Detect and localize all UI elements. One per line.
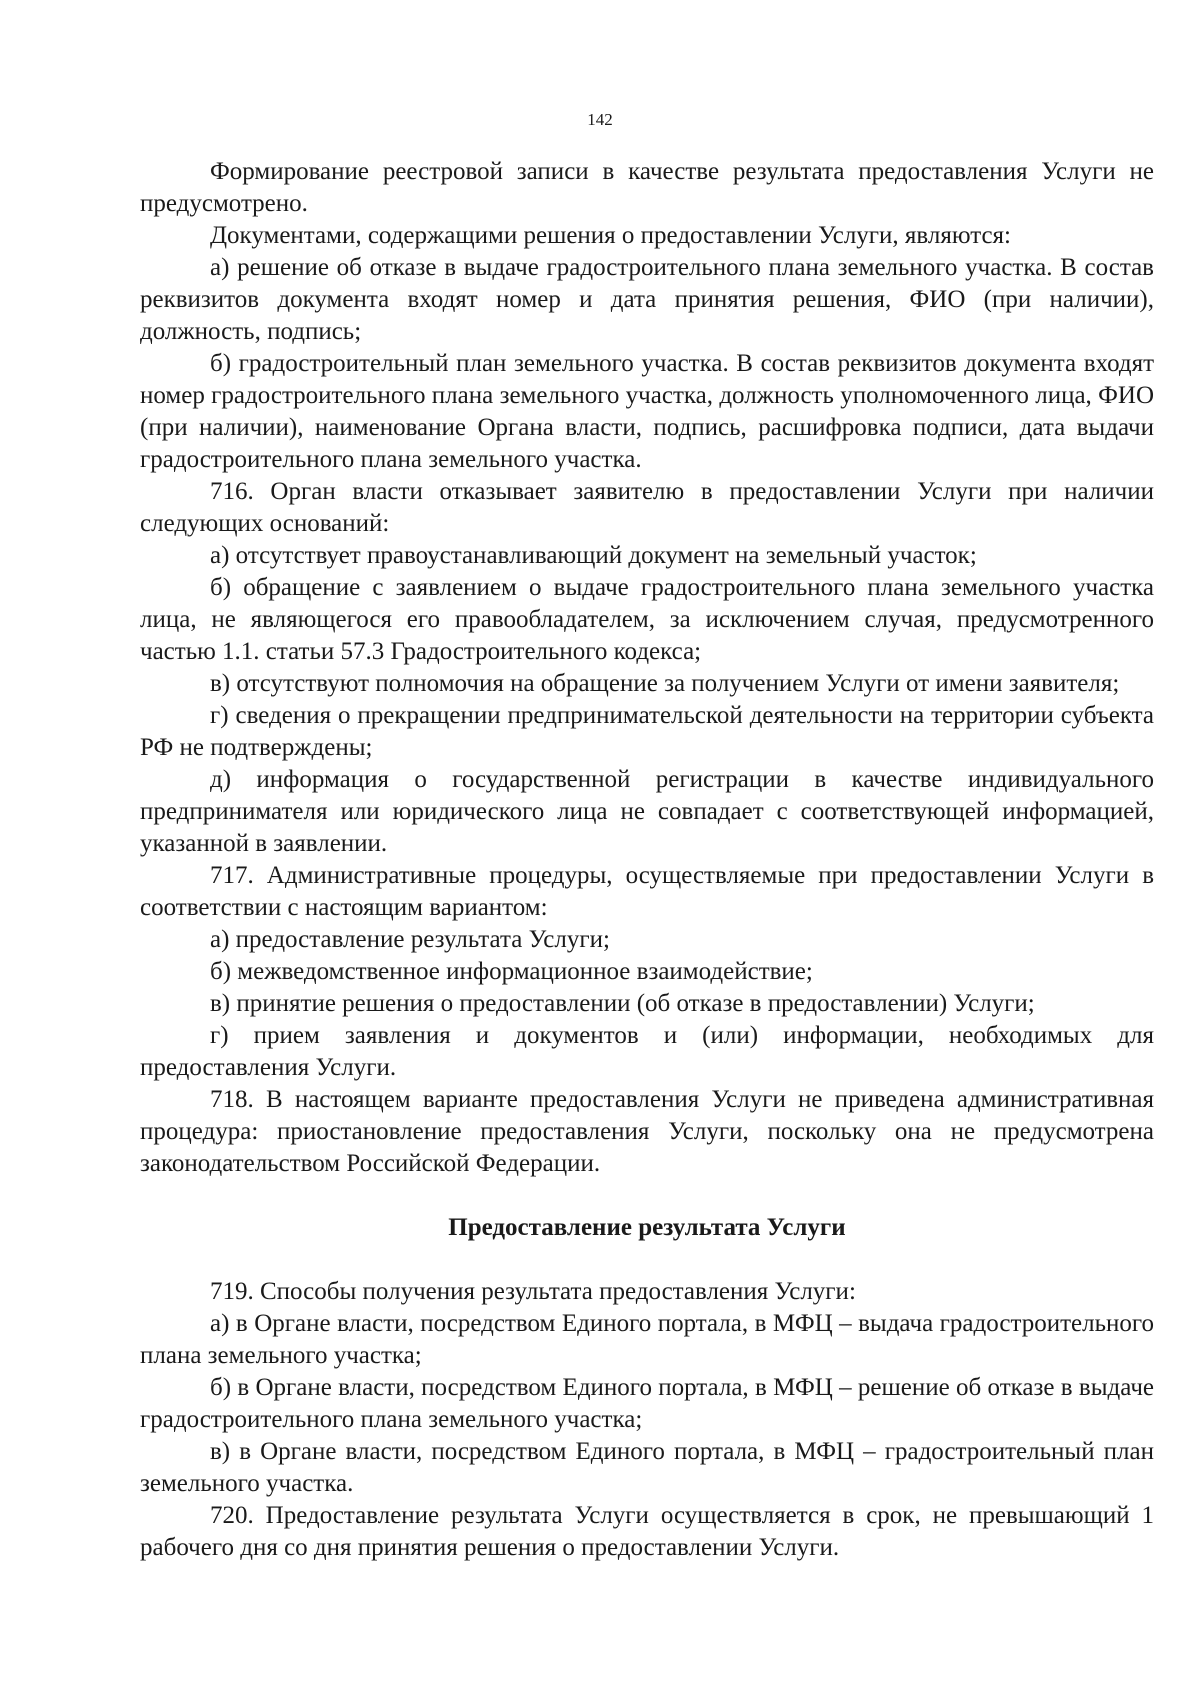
paragraph: д) информация о государственной регистрации в качестве индивидуального предпринимателя или юридического лица не совпадает с соответствующей информацией, указанной в заявлении.	[140, 766, 1154, 857]
paragraph: б) в Органе власти, посредством Единого портала, в МФЦ – решение об отказе в выдаче градостроительного плана земельного участка;	[140, 1374, 1154, 1433]
document-body	[140, 156, 1154, 1564]
paragraph: а) отсутствует правоустанавливающий документ на земельный участок;	[210, 542, 977, 569]
paragraph: Формирование реестровой записи в качестве результата предоставления Услуги не предусмотрено.	[140, 158, 1154, 217]
paragraph: б) обращение с заявлением о выдаче градостроительного плана земельного участка лица, не являющегося его правообладателем, за исключением случая, предусмотренного частью 1.1. статьи 57.3 Градостроительного кодекса;	[140, 574, 1154, 665]
paragraph: г) прием заявления и документов и (или) информации, необходимых для предоставления Услуги.	[140, 1022, 1154, 1081]
paragraph: 720. Предоставление результата Услуги осуществляется в срок, не превышающий 1 рабочего дня со дня принятия решения о предоставлении Услуги.	[140, 1502, 1154, 1561]
paragraph: а) в Органе власти, посредством Единого портала, в МФЦ – выдача градостроительного плана земельного участка;	[140, 1310, 1154, 1369]
paragraph: а) предоставление результата Услуги;	[210, 926, 610, 953]
paragraph: Документами, содержащими решения о предоставлении Услуги, являются:	[210, 222, 1011, 249]
paragraph: в) в Органе власти, посредством Единого портала, в МФЦ – градостроительный план земельного участка.	[140, 1438, 1154, 1497]
page-number: 142	[587, 110, 613, 129]
paragraph: 719. Способы получения результата предоставления Услуги:	[210, 1278, 856, 1305]
paragraph: б) градостроительный план земельного участка. В состав реквизитов документа входят номер градостроительного плана земельного участка, должность уполномоченного лица, ФИО (при наличии), наименование Органа власти, подпись, расшифровка подписи, дата выдачи градостроительного плана земельного участка.	[140, 350, 1154, 473]
paragraph: 716. Орган власти отказывает заявителю в предоставлении Услуги при наличии следующих оснований:	[140, 478, 1154, 537]
paragraph: б) межведомственное информационное взаимодействие;	[210, 958, 813, 985]
paragraph: 717. Административные процедуры, осуществляемые при предоставлении Услуги в соответствии с настоящим вариантом:	[140, 862, 1154, 921]
paragraph: в) принятие решения о предоставлении (об отказе в предоставлении) Услуги;	[210, 990, 1035, 1017]
section-heading: Предоставление результата Услуги	[448, 1214, 846, 1241]
paragraph: 718. В настоящем варианте предоставления Услуги не приведена административная процедура: приостановление предоставления Услуги, поскольку она не предусмотрена законодательством Российской Федерации.	[140, 1086, 1154, 1177]
paragraph: а) решение об отказе в выдаче градостроительного плана земельного участка. В состав реквизитов документа входят номер и дата принятия решения, ФИО (при наличии), должность, подпись;	[140, 254, 1154, 345]
paragraph: г) сведения о прекращении предпринимательской деятельности на территории субъекта РФ не подтверждены;	[140, 702, 1154, 761]
paragraph: в) отсутствуют полномочия на обращение за получением Услуги от имени заявителя;	[210, 670, 1120, 697]
